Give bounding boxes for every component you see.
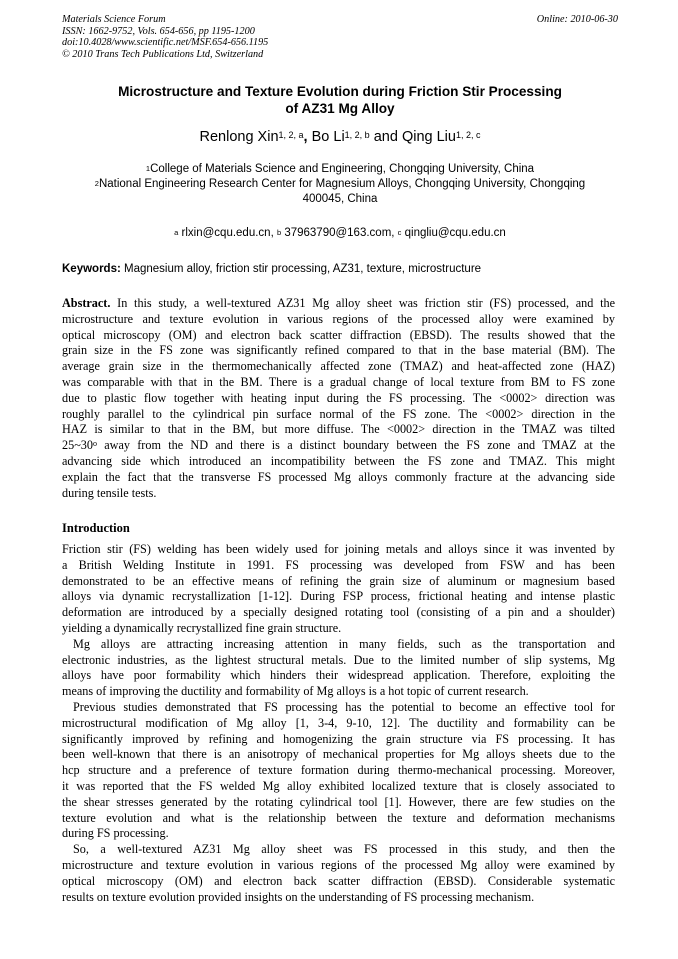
intro-line: Mg alloys are attracting increasing attention in many fields, such as the transportation and (73, 636, 615, 651)
email-c: qingliu@cqu.edu.cn (401, 227, 506, 239)
intro-line: yielding a dynamically recrystallized fine grain structure. (62, 620, 342, 635)
affiliation-1-number: 1 (145, 164, 151, 173)
affiliation-1 (62, 162, 618, 177)
intro-line: microstructure and texture evolution in various regions of the processed Mg alloy were examined by (62, 857, 615, 872)
intro-line: results on texture evolution provided insights on the understanding of FS processing mechanism. (62, 889, 535, 904)
copyright-line: © 2010 Trans Tech Publications Ltd, Switzerland (62, 48, 264, 60)
author-3-name: Qing Liu (401, 129, 456, 145)
affiliation-2-number: 2 (94, 179, 99, 188)
journal-name: Materials Science Forum (62, 14, 166, 25)
degree-mark: o (92, 439, 97, 449)
intro-line: deformation are introduced by a specially designed rotating tool (consisting of a pin and a shoulder) (62, 605, 615, 620)
title-line-2: of AZ31 Mg Alloy (285, 101, 395, 116)
abstract-line: grain size in the FS zone was significantly refined compared to that in the base material (BM). The (62, 343, 615, 358)
intro-line: a British Welding Institute in 1991. FS processing was developed from FSW and has been (62, 557, 615, 572)
keywords-label: Keywords: (62, 263, 121, 275)
intro-line: it was reported that the FS welded Mg alloy exhibited localized texture that is closely associated to (62, 778, 615, 793)
abstract (62, 296, 615, 501)
affiliations (62, 162, 618, 207)
abstract-line: HAZ is similar to that in the BM, but more diffuse. The <0002> direction in the TMAZ was tilted (62, 422, 615, 437)
author-separator: and (369, 129, 402, 145)
abstract-line: roughly parallel to the cylindrical pin surface normal of the FS zone. The <0002> direction in the (62, 406, 615, 421)
author-separator: , (303, 129, 312, 145)
abstract-line-text: away from the ND and there is a distinct boundary between the FS zone and TMAZ at the (96, 438, 615, 453)
keywords (62, 262, 618, 277)
abstract-line: explain the fact that the transverse FS processed Mg alloys commonly fracture at the advancing side (62, 469, 615, 484)
introduction-body (62, 542, 615, 905)
title-line-1: Microstructure and Texture Evolution during Friction Stir Processing (118, 84, 562, 99)
intro-line: optical microscopy (OM) and electron back scatter diffraction (EBSD). Considerable systematic (62, 873, 615, 888)
abstract-line: optical microscopy (OM) and electron back scatter diffraction (EBSD). The results showed that the (62, 327, 615, 342)
author-1-name: Renlong Xin (199, 129, 279, 145)
abstract-line: microstructure and texture evolution in various regions of the processed alloy were examined by (62, 311, 615, 326)
intro-line: been well-known that there is an anisotropy of mechanical properties for Mg alloys sheets due to the (62, 747, 615, 762)
abstract-label: Abstract. (62, 296, 111, 310)
affiliation-2 (62, 177, 618, 192)
abstract-line: average grain size in the thermomechanically affected zone (TMAZ) and heat-affected zone (HAZ) (62, 359, 615, 374)
email-a: rlxin@cqu.edu.cn, (178, 227, 277, 239)
abstract-line-text: In this study, a well-textured AZ31 Mg alloy sheet was friction stir (FS) processed, and the (110, 296, 615, 310)
intro-line: means of improving the ductility and formability of Mg alloys is a hot topic of current research. (62, 684, 529, 699)
author-3-affil: 1, 2, c (455, 130, 481, 140)
keywords-text: Magnesium alloy, friction stir processing, AZ31, texture, microstructure (120, 263, 482, 275)
abstract-line: was comparable with that in the BM. There is a gradual change of local texture from BM to FS zone (62, 374, 615, 389)
intro-line: demonstrated to be an effective means of refining the grain size of aluminum or magnesium based (62, 573, 615, 588)
intro-line: hcp structure and a preference of texture formation during thermo-mechanical processing. Moreover, (62, 763, 615, 778)
abstract-line: due to plastic flow together with heating input during the FS processing. The <0002> direction was (62, 390, 615, 405)
intro-line: Friction stir (FS) welding has been widely used for joining metals and alloys since it was invented by (62, 542, 615, 556)
doi-line: doi:10.4028/www.scientific.net/MSF.654-656.1195 (62, 37, 269, 49)
abstract-angle: 25~30 (62, 438, 93, 453)
affiliation-2-cont: 400045, China (302, 193, 378, 205)
intro-line: significantly improved by refining and homogenizing the grain structure via FS processing. It has (62, 731, 615, 746)
email-b-mark: b (276, 228, 282, 237)
affiliation-1-text: College of Materials Science and Engineering, Chongqing University, China (150, 163, 535, 175)
intro-line: So, a well-textured AZ31 Mg alloy sheet was FS processed in this study, and then the (73, 842, 615, 857)
author-list (62, 128, 618, 146)
journal-header (62, 14, 618, 60)
abstract-line (62, 296, 615, 312)
author-1-affil: 1, 2, a (278, 130, 304, 140)
email-c-mark: c (397, 228, 402, 237)
author-2-affil: 1, 2, b (344, 130, 370, 140)
author-2-name: Bo Li (311, 129, 345, 145)
intro-line: microstructural modification of Mg alloy [1, 3-4, 9-10, 12]. The ductility and formability can be (62, 715, 615, 730)
abstract-line (62, 438, 615, 454)
affiliation-2-text: National Engineering Research Center for Magnesium Alloys, Chongqing University, Chongqing (98, 178, 586, 190)
intro-line: texture evolution and what is the relationship between the texture and deformation mechanisms (62, 810, 615, 825)
intro-line: electronic industries, as the lightest structural metals. Due to the limited number of slip systems, Mg (62, 652, 615, 667)
abstract-line: advancing side which introduced an incompatibility between the FS zone and TMAZ. This might (62, 453, 615, 468)
introduction-heading: Introduction (62, 521, 130, 535)
email-a-mark: a (174, 228, 179, 237)
intro-line: alloys have poor formability which hinders their widespread application. Therefore, exploiting the (62, 668, 615, 683)
intro-line: alloys via dynamic recrystallization [1-12]. During FSP process, frictional heating and intense plastic (62, 589, 615, 604)
intro-line: Previous studies demonstrated that FS processing has the potential to become an effective tool for (73, 699, 615, 714)
email-b: 37963790@163.com, (281, 227, 398, 239)
author-emails (62, 226, 618, 241)
online-date: Online: 2010-06-30 (536, 14, 618, 25)
issn-line: ISSN: 1662-9752, Vols. 654-656, pp 1195-1200 (62, 25, 255, 37)
paper-title (62, 83, 618, 117)
intro-line: the shear stresses generated by the rotating cylindrical tool [1]. However, there are few studies on the (62, 794, 615, 809)
abstract-line: during tensile tests. (62, 485, 157, 500)
intro-line: during FS processing. (62, 826, 169, 841)
